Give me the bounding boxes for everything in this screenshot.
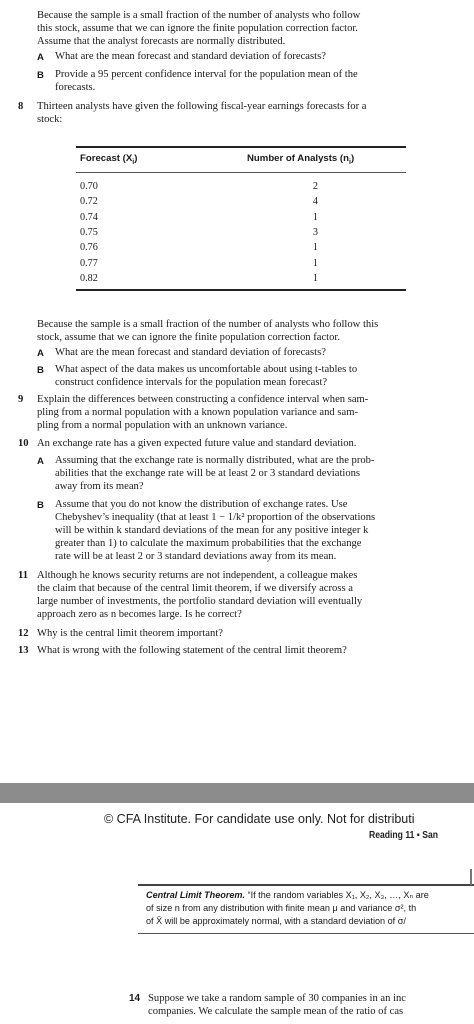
question-8	[18, 100, 468, 126]
question-number: 11	[18, 570, 29, 581]
table-row	[80, 240, 340, 255]
text-line: What are the mean forecast and standard deviation of forecasts?	[55, 347, 326, 358]
question-10	[18, 437, 468, 450]
table-top-rule	[76, 146, 406, 148]
item-label: A	[37, 456, 44, 467]
table-row	[80, 179, 340, 194]
text-line: Because the sample is a small fraction of the number of analysts who follow	[37, 10, 361, 21]
analysts-cell: 1	[312, 242, 318, 254]
text-line: Suppose we take a random sample of 30 companies in an inc	[148, 993, 407, 1004]
text-line: this stock, assume that we can ignore the finite population correction factor.	[37, 23, 358, 34]
text-line: Central Limit Theorem. “If the random variables X₁, X₂, X₃, …, Xₙ are	[146, 890, 429, 900]
question-number: 12	[18, 628, 29, 639]
forecast-cell: 0.70	[80, 181, 98, 193]
analysts-cell: 1	[312, 272, 318, 284]
question-number: 14	[129, 993, 141, 1004]
text-line: What is wrong with the following statement of the central limit theorem?	[37, 645, 347, 656]
text-line: rate will be at least 2 or 3 standard deviations away from its mean.	[55, 551, 337, 562]
q10-sub-b	[37, 498, 467, 563]
forecast-cell: 0.82	[80, 272, 98, 284]
text-line: Assuming that the exchange rate is normally distributed, what are the prob-	[55, 455, 375, 466]
analysts-cell: 2	[312, 181, 318, 193]
question-12	[18, 627, 468, 640]
sub-question-a	[37, 50, 467, 63]
q8-sub-a	[37, 346, 467, 359]
text-line: Why is the central limit theorem important?	[37, 628, 223, 639]
analysts-cell: 1	[312, 257, 318, 269]
text-line: the claim that because of the central limit theorem, if we diversify across a	[37, 583, 353, 594]
text-line: Explain the differences between constructing a confidence interval when sam-	[37, 394, 369, 405]
text-line: Because the sample is a small fraction of the number of analysts who follow this	[37, 319, 379, 330]
text-line: of size n from any distribution with finite mean μ and variance σ², th	[146, 903, 417, 913]
text-line: pling from a normal population with an unknown variance.	[37, 420, 288, 431]
question-number: 9	[18, 394, 24, 405]
question-number: 13	[18, 645, 29, 656]
text-line: stock, assume that we can ignore the finite population correction factor.	[37, 332, 340, 343]
forecast-cell: 0.72	[80, 196, 98, 208]
forecast-cell: 0.77	[80, 257, 98, 269]
table-row	[80, 255, 340, 270]
item-label: B	[37, 500, 44, 511]
box-top-rule	[138, 884, 474, 886]
table-bottom-rule	[76, 289, 406, 291]
table-row	[80, 210, 340, 225]
item-label: A	[37, 348, 44, 359]
text-line: greater than 1) to calculate the maximum probabilities that the exchange	[55, 538, 362, 549]
text-line: abilities that the exchange rate will be at least 2 or 3 standard deviations	[55, 468, 361, 479]
question-9	[18, 393, 468, 432]
text-line: Chebyshev’s inequality (that at least 1 − 1/k² proportion of the observations	[55, 512, 376, 523]
text-line: companies. We calculate the sample mean of the ratio of cas	[148, 1006, 404, 1017]
sub-question-b	[37, 68, 467, 94]
analysts-cell: 4	[312, 196, 318, 208]
text-line: What aspect of the data makes us uncomfortable about using t-tables to	[55, 364, 358, 375]
clt-statement	[146, 889, 474, 928]
intro-paragraph	[37, 9, 467, 48]
analysts-cell: 1	[312, 211, 318, 223]
question-number: 8	[18, 101, 24, 112]
table-row	[80, 225, 340, 240]
q8-paragraph	[37, 318, 471, 344]
forecast-table	[80, 179, 340, 286]
text-line: forecasts.	[55, 82, 96, 93]
text-line: pling from a normal population with a known population variance and sam-	[37, 407, 358, 418]
text-line: Assume that you do not know the distribution of exchange rates. Use	[55, 499, 348, 510]
forecast-cell: 0.76	[80, 242, 98, 254]
analysts-cell: 3	[312, 227, 318, 239]
forecast-cell: 0.74	[80, 211, 98, 223]
question-number: 10	[18, 438, 29, 449]
text-line: An exchange rate has a given expected future value and standard deviation.	[37, 438, 357, 449]
text-line: Provide a 95 percent confidence interval for the population mean of the	[55, 69, 358, 80]
reading-label: Reading 11 ▪ San	[369, 830, 439, 841]
q10-sub-a	[37, 454, 467, 493]
text-line: away from its mean?	[55, 481, 144, 492]
copyright-notice: © CFA Institute. For candidate use only. Not for distributi	[104, 812, 415, 826]
question-14	[129, 992, 474, 1018]
forecast-cell: 0.75	[80, 227, 98, 239]
item-label: B	[37, 365, 44, 376]
table-row	[80, 271, 340, 286]
table-header-rule	[76, 172, 406, 173]
box-right-edge	[470, 869, 472, 885]
table-row	[80, 194, 340, 209]
text-line: stock:	[37, 114, 63, 125]
text-line: approach zero as n becomes large. Is he correct?	[37, 609, 242, 620]
text-line: of X̄ will be approximately normal, with a standard deviation of σ/	[146, 916, 406, 926]
text-line: What are the mean forecast and standard deviation of forecasts?	[55, 51, 326, 62]
text-line: Thirteen analysts have given the following fiscal-year earnings forecasts for a	[37, 101, 367, 112]
text-line: Assume that the analyst forecasts are normally distributed.	[37, 36, 286, 47]
text-line: construct confidence intervals for the population mean forecast?	[55, 377, 328, 388]
q8-sub-b	[37, 363, 467, 389]
question-11	[18, 569, 468, 621]
table-header-analysts: Number of Analysts $(n_i)$	[247, 153, 355, 166]
text-line: will be within k standard deviations of the mean for any positive integer k	[55, 525, 369, 536]
table-header-forecast: Forecast $(X_i)$	[80, 153, 138, 166]
question-13	[18, 644, 468, 657]
item-label: B	[37, 70, 44, 81]
text-line: Although he knows security returns are not independent, a colleague makes	[37, 570, 358, 581]
item-label: A	[37, 52, 44, 63]
text-line: large number of investments, the portfolio standard deviation will eventually	[37, 596, 363, 607]
box-bottom-rule	[138, 933, 474, 934]
page-break-band	[0, 783, 474, 803]
clt-title: Central Limit Theorem.	[146, 890, 246, 900]
